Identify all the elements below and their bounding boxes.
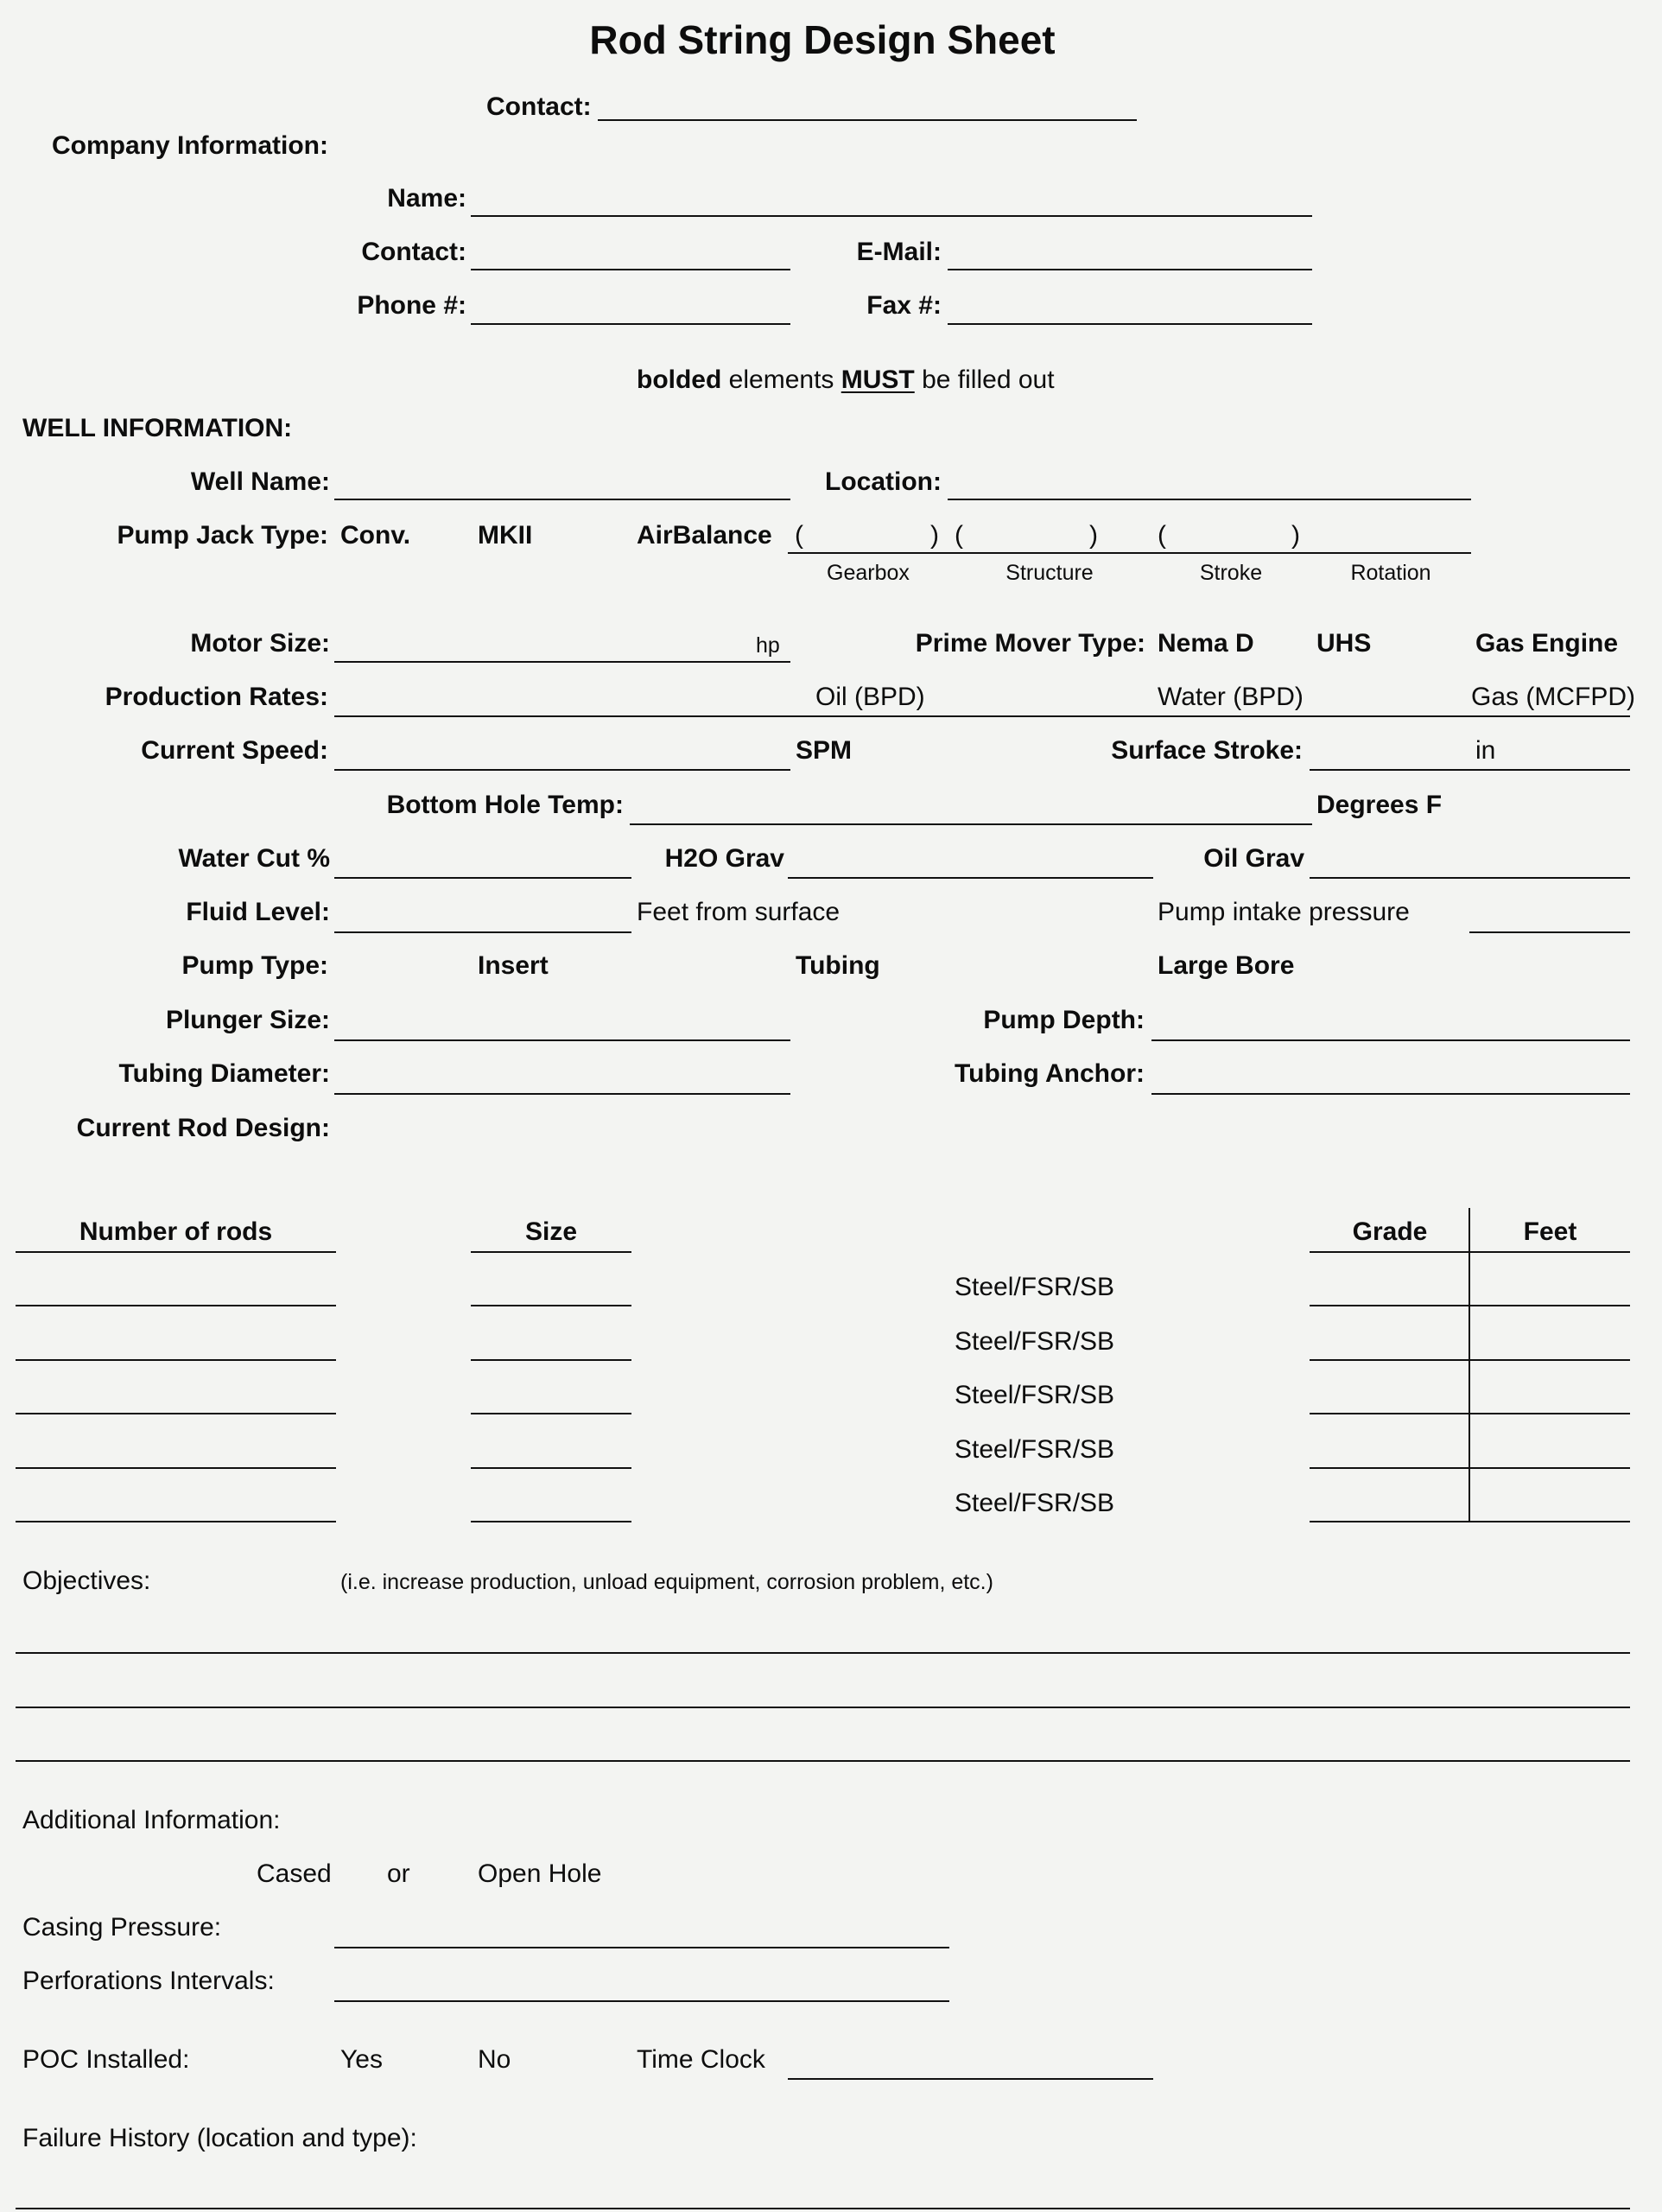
rod-row-2-grade-feet-field[interactable] [1310, 1359, 1630, 1361]
rod-row-1-grade-feet-field[interactable] [1310, 1305, 1630, 1306]
location-label: Location: [825, 467, 942, 496]
poc-no-option[interactable]: No [478, 2045, 511, 2074]
additional-info-label: Additional Information: [22, 1806, 281, 1834]
prime-option-nema-d[interactable]: Nema D [1158, 629, 1254, 658]
rod-row-2-size-field[interactable] [471, 1359, 631, 1361]
paren-close-2: ) [1089, 521, 1098, 550]
objectives-line-1[interactable] [16, 1652, 1630, 1654]
objectives-line-2[interactable] [16, 1707, 1630, 1708]
oil-bpd-label: Oil (BPD) [815, 683, 925, 711]
size-header-rule [471, 1251, 631, 1253]
pump-jack-type-label: Pump Jack Type: [117, 521, 328, 550]
open-hole-option[interactable]: Open Hole [478, 1859, 602, 1888]
gearbox-sublabel: Gearbox [827, 561, 910, 585]
surface-stroke-field[interactable] [1310, 769, 1630, 771]
company-contact-label: Contact: [361, 238, 466, 266]
fluid-level-field[interactable] [334, 931, 631, 933]
motor-size-label: Motor Size: [190, 629, 330, 658]
page-title: Rod String Design Sheet [589, 17, 1056, 62]
failure-history-line-1[interactable] [16, 2208, 1630, 2209]
feet-from-surface-label: Feet from surface [637, 898, 841, 926]
stroke-sublabel: Stroke [1199, 561, 1263, 585]
rod-row-3-grade-feet-field[interactable] [1310, 1413, 1630, 1414]
rod-row-5-grade-feet-field[interactable] [1310, 1521, 1630, 1522]
paren-close-3: ) [1291, 521, 1300, 550]
jack-spec-field[interactable] [788, 552, 1471, 554]
jack-option-airbalance[interactable]: AirBalance [637, 521, 772, 550]
objectives-line-3[interactable] [16, 1760, 1630, 1762]
poc-yes-option[interactable]: Yes [340, 2045, 383, 2074]
rod-row-5-material[interactable]: Steel/FSR/SB [955, 1489, 1115, 1517]
rod-row-4-number-field[interactable] [16, 1467, 336, 1469]
name-field[interactable] [471, 215, 1312, 217]
fax-field[interactable] [948, 323, 1312, 325]
pump-depth-field[interactable] [1151, 1039, 1630, 1041]
rod-row-5-number-field[interactable] [16, 1521, 336, 1522]
tubing-diameter-field[interactable] [334, 1093, 790, 1095]
required-note [637, 365, 1055, 396]
rod-row-4-size-field[interactable] [471, 1467, 631, 1469]
poc-installed-label: POC Installed: [22, 2045, 190, 2074]
rod-row-2-material[interactable]: Steel/FSR/SB [955, 1327, 1115, 1356]
casing-pressure-field[interactable] [334, 1947, 949, 1948]
jack-option-conv[interactable]: Conv. [340, 521, 411, 550]
location-field[interactable] [948, 499, 1471, 500]
phone-label: Phone #: [357, 291, 466, 320]
prime-option-uhs[interactable]: UHS [1316, 629, 1372, 658]
degrees-f-unit: Degrees F [1316, 791, 1443, 819]
perforations-label: Perforations Intervals: [22, 1967, 275, 1995]
pump-intake-pressure-field[interactable] [1469, 931, 1630, 933]
rod-row-1-material[interactable]: Steel/FSR/SB [955, 1273, 1115, 1301]
pump-depth-label: Pump Depth: [983, 1006, 1145, 1034]
paren-open-2: ( [955, 521, 963, 550]
note-bold: bolded [637, 365, 722, 394]
casing-pressure-label: Casing Pressure: [22, 1913, 222, 1942]
fax-label: Fax #: [866, 291, 942, 320]
contact-top-field[interactable] [598, 119, 1137, 121]
note-must: MUST [841, 365, 915, 394]
grade-feet-divider [1469, 1208, 1470, 1522]
cased-option[interactable]: Cased [257, 1859, 332, 1888]
rod-row-4-grade-feet-field[interactable] [1310, 1467, 1630, 1469]
rod-row-1-size-field[interactable] [471, 1305, 631, 1306]
surface-stroke-label: Surface Stroke: [1111, 736, 1303, 765]
grade-feet-header-rule [1310, 1251, 1630, 1253]
rod-row-2-number-field[interactable] [16, 1359, 336, 1361]
oil-grav-field[interactable] [1310, 877, 1630, 879]
note-mid: elements [728, 365, 834, 394]
water-cut-field[interactable] [334, 877, 631, 879]
tubing-anchor-field[interactable] [1151, 1093, 1630, 1095]
company-info-heading: Company Information: [52, 131, 328, 160]
production-rates-label: Production Rates: [105, 683, 328, 711]
well-name-label: Well Name: [190, 467, 330, 496]
in-unit: in [1475, 736, 1496, 765]
jack-option-mkii[interactable]: MKII [478, 521, 533, 550]
well-info-heading: WELL INFORMATION: [22, 414, 293, 442]
phone-field[interactable] [471, 323, 790, 325]
contact-top-label: Contact: [486, 92, 592, 121]
plunger-size-label: Plunger Size: [165, 1006, 330, 1034]
well-name-field[interactable] [334, 499, 790, 500]
rod-row-1-number-field[interactable] [16, 1305, 336, 1306]
perforations-field[interactable] [334, 2000, 949, 2002]
time-clock-label: Time Clock [637, 2045, 765, 2074]
water-cut-label: Water Cut % [178, 844, 330, 873]
water-bpd-label: Water (BPD) [1158, 683, 1304, 711]
feet-header: Feet [1523, 1217, 1577, 1246]
h2o-grav-label: H2O Grav [664, 844, 784, 873]
production-rates-field[interactable] [334, 715, 1630, 717]
current-speed-field[interactable] [334, 769, 790, 771]
pump-type-label: Pump Type: [181, 951, 328, 980]
note-end: be filled out [922, 365, 1055, 394]
size-header: Size [524, 1217, 578, 1246]
rod-row-3-material[interactable]: Steel/FSR/SB [955, 1381, 1115, 1409]
paren-close-1: ) [930, 521, 939, 550]
current-speed-label: Current Speed: [141, 736, 328, 765]
rotation-sublabel: Rotation [1350, 561, 1431, 585]
oil-grav-label: Oil Grav [1203, 844, 1304, 873]
structure-sublabel: Structure [1005, 561, 1094, 585]
rod-row-4-material[interactable]: Steel/FSR/SB [955, 1435, 1115, 1464]
pump-intake-pressure-label: Pump intake pressure [1158, 898, 1410, 926]
failure-history-label: Failure History (location and type): [22, 2124, 417, 2152]
tubing-diameter-label: Tubing Diameter: [118, 1059, 330, 1088]
pump-option-insert[interactable]: Insert [478, 951, 549, 980]
objectives-label: Objectives: [22, 1567, 151, 1595]
email-label: E-Mail: [856, 238, 942, 266]
company-contact-field[interactable] [471, 269, 790, 270]
fluid-level-label: Fluid Level: [186, 898, 330, 926]
paren-open-3: ( [1158, 521, 1166, 550]
h2o-grav-field[interactable] [788, 877, 1153, 879]
objectives-hint: (i.e. increase production, unload equipment, corrosion problem, etc.) [340, 1570, 993, 1594]
spm-unit: SPM [796, 736, 853, 765]
or-text: or [387, 1859, 410, 1888]
prime-mover-type-label: Prime Mover Type: [915, 629, 1145, 658]
pump-option-large-bore[interactable]: Large Bore [1158, 951, 1295, 980]
paren-open-1: ( [795, 521, 803, 550]
time-clock-field[interactable] [788, 2078, 1153, 2080]
rod-row-3-size-field[interactable] [471, 1413, 631, 1414]
pump-option-tubing[interactable]: Tubing [796, 951, 880, 980]
name-label: Name: [387, 184, 466, 213]
number-of-rods-header: Number of rods [79, 1217, 273, 1246]
rods-header-rule [16, 1251, 336, 1253]
email-field[interactable] [948, 269, 1312, 270]
bottom-hole-temp-field[interactable] [630, 823, 1312, 825]
current-rod-design-label: Current Rod Design: [76, 1114, 330, 1142]
hp-unit: hp [756, 633, 780, 658]
motor-size-field[interactable] [334, 661, 790, 663]
grade-header: Grade [1352, 1217, 1428, 1246]
plunger-size-field[interactable] [334, 1039, 790, 1041]
tubing-anchor-label: Tubing Anchor: [955, 1059, 1145, 1088]
rod-row-3-number-field[interactable] [16, 1413, 336, 1414]
rod-row-5-size-field[interactable] [471, 1521, 631, 1522]
gas-mcfpd-label: Gas (MCFPD) [1471, 683, 1635, 711]
prime-option-gas-engine[interactable]: Gas Engine [1475, 629, 1619, 658]
bottom-hole-temp-label: Bottom Hole Temp: [386, 791, 624, 819]
